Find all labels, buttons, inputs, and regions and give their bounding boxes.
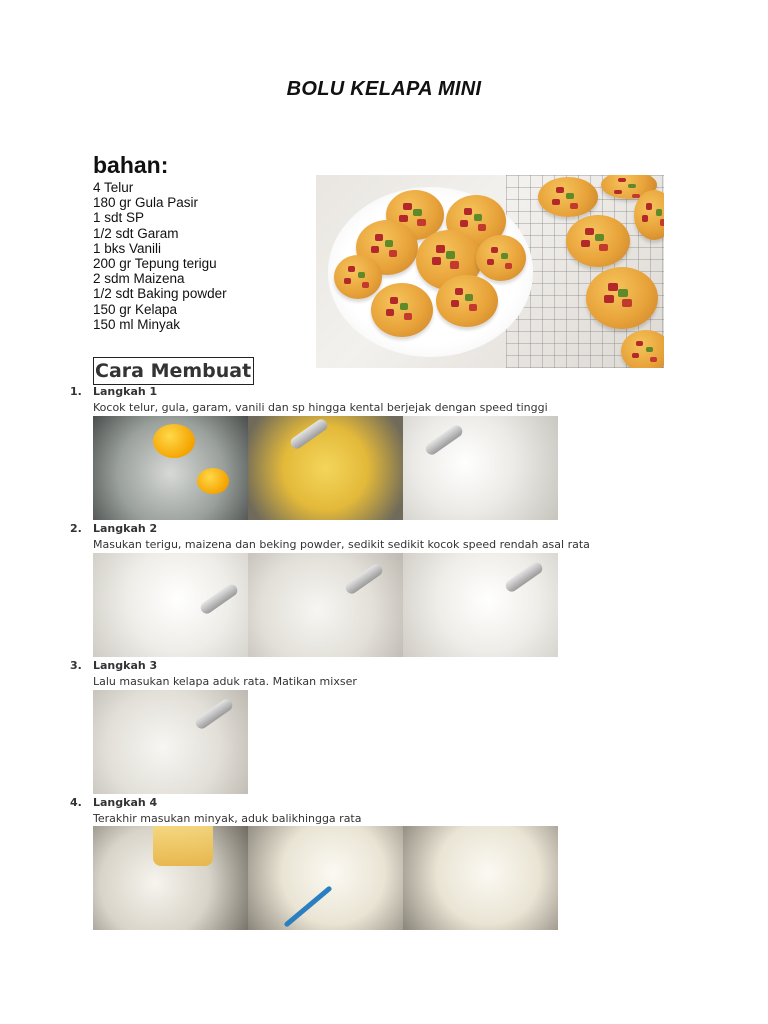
step-number: 2. bbox=[70, 522, 82, 535]
muffin bbox=[436, 275, 498, 327]
step-description: Terakhir masukan minyak, aduk balikhingga rata bbox=[93, 812, 362, 825]
step-photo bbox=[248, 826, 403, 930]
ingredient-item: 150 gr Kelapa bbox=[93, 301, 178, 317]
step-photo bbox=[403, 553, 558, 657]
step-4-images bbox=[93, 826, 558, 930]
ingredients-heading: bahan: bbox=[93, 152, 169, 178]
step-description: Lalu masukan kelapa aduk rata. Matikan mixser bbox=[93, 675, 357, 688]
step-photo bbox=[93, 553, 248, 657]
step-photo bbox=[248, 553, 403, 657]
muffin bbox=[538, 177, 598, 217]
step-title: Langkah 1 bbox=[93, 385, 158, 398]
step-photo bbox=[93, 826, 248, 930]
step-photo bbox=[403, 826, 558, 930]
step-description: Kocok telur, gula, garam, vanili dan sp hingga kental berjejak dengan speed tinggi bbox=[93, 401, 548, 414]
step-1-images bbox=[93, 416, 558, 520]
step-2-images bbox=[93, 553, 558, 657]
ingredient-item: 180 gr Gula Pasir bbox=[93, 195, 199, 211]
page-title: BOLU KELAPA MINI bbox=[286, 78, 482, 100]
step-photo bbox=[93, 416, 248, 520]
muffin bbox=[566, 215, 630, 267]
step-title: Langkah 2 bbox=[93, 522, 158, 535]
step-number: 1. bbox=[70, 385, 82, 398]
ingredient-item: 200 gr Tepung terigu bbox=[93, 256, 217, 272]
step-description: Masukan terigu, maizena dan beking powder, sedikit sedikit kocok speed rendah asal rata bbox=[93, 538, 590, 551]
step-photo bbox=[403, 416, 558, 520]
muffin bbox=[586, 267, 658, 329]
ingredient-item: 1 sdt SP bbox=[93, 210, 145, 226]
muffin bbox=[371, 283, 433, 337]
muffin bbox=[334, 255, 382, 299]
ingredient-item: 1/2 sdt Baking powder bbox=[93, 286, 227, 302]
step-photo bbox=[93, 690, 248, 794]
step-title: Langkah 3 bbox=[93, 659, 158, 672]
ingredient-item: 150 ml Minyak bbox=[93, 316, 181, 332]
step-title: Langkah 4 bbox=[93, 796, 158, 809]
muffin-photo bbox=[316, 175, 664, 368]
step-number: 4. bbox=[70, 796, 82, 809]
muffin bbox=[476, 235, 526, 281]
ingredient-item: 1 bks Vanili bbox=[93, 240, 162, 256]
step-photo bbox=[248, 416, 403, 520]
method-heading: Cara Membuat bbox=[93, 357, 254, 385]
ingredients-list bbox=[93, 180, 227, 332]
ingredient-item: 4 Telur bbox=[93, 180, 134, 195]
muffin bbox=[621, 330, 664, 368]
step-number: 3. bbox=[70, 659, 82, 672]
step-3-images bbox=[93, 690, 248, 794]
ingredient-item: 1/2 sdt Garam bbox=[93, 225, 179, 241]
ingredient-item: 2 sdm Maizena bbox=[93, 271, 185, 287]
